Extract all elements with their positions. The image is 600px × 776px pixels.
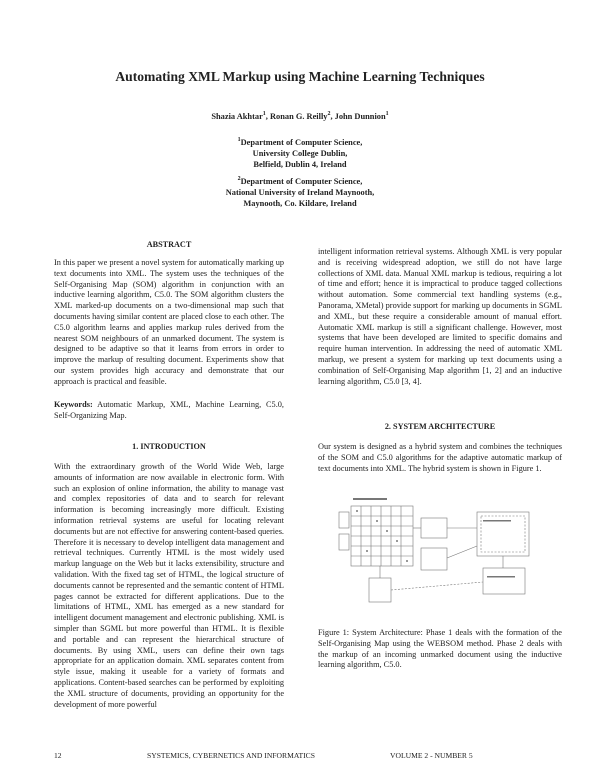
system-architecture-heading: 2. SYSTEM ARCHITECTURE <box>384 422 496 431</box>
affiliation-line: Maynooth, Co. Kildare, Ireland <box>243 198 357 208</box>
diagram-neighbour-docs-box <box>421 518 447 538</box>
keywords-text: Automatic Markup, XML, Machine Learning, C5.0, Self-Organizing Map. <box>54 400 284 420</box>
affiliation-line: Department of Computer Science, <box>240 176 363 186</box>
introduction-heading: 1. INTRODUCTION <box>132 442 206 451</box>
abstract-body <box>54 258 284 388</box>
keywords-label: Keywords: <box>54 400 93 409</box>
affiliation-line: University College Dublin, <box>252 148 348 158</box>
introduction-body <box>54 462 284 710</box>
affiliation-line: Department of Computer Science, <box>240 137 363 147</box>
affiliation-line: Belfield, Dublin 4, Ireland <box>253 159 347 169</box>
author-name: John Dunnion <box>334 111 386 121</box>
abstract-text: In this paper we present a novel system for automatically marking up text documents into XML. The system uses the techniques of the Self-Organising Map (SOM) algorithm in conjunction with an inductive learning algorithm, C5.0. The SOM algorithm clusters the XML marked-up documents on a two-dimensional map such that documents having similar content are placed close to each other. The C5.0 algorithm learns and applies markup rules derived from the nearest SOM neighbours of an unmarked document. The system is designed to be adaptive so that it learns from errors in order to improve the markup of resulting document. Experiments show that our system provides high accuracy and demonstrate that our approach is practical and feasible. <box>54 258 284 386</box>
keywords <box>54 400 284 422</box>
author-list: Shazia Akhtar$^1$, Ronan G. Reilly$^2$, John Dunnion$^1$ <box>211 111 389 121</box>
diagram-input-doc-2 <box>339 534 349 550</box>
affiliation-mark: 1 <box>237 137 241 143</box>
system-architecture-body <box>318 442 562 474</box>
abstract-heading: ABSTRACT <box>146 240 192 249</box>
figure-1-caption: Figure 1: System Architecture: Phase 1 deals with the formation of the Self-Organising Map using the WEBSOM method. Phase 2 deals with the markup of an incoming unmarked document using the inductive learning algorithm, C5.0. <box>318 628 562 670</box>
footer-journal: SYSTEMICS, CYBERNETICS AND INFORMATICS <box>147 751 315 760</box>
author-affiliation-mark: 2 <box>327 111 331 117</box>
figure-1-architecture-diagram <box>337 496 537 614</box>
author-affiliation-mark: 1 <box>262 111 266 117</box>
diagram-rule-box <box>421 548 447 570</box>
author-affiliation-mark: 1 <box>385 111 389 117</box>
diagram-c50-box <box>477 512 529 556</box>
affiliation-1 <box>0 135 600 170</box>
intro-continuation <box>318 247 562 387</box>
affiliation-2 <box>0 174 600 209</box>
diagram-unmarked-doc-box <box>369 578 391 602</box>
affiliation-mark: 2 <box>237 176 241 182</box>
footer-volume: VOLUME 2 - NUMBER 5 <box>390 751 473 760</box>
affiliation-line: National University of Ireland Maynooth, <box>225 187 375 197</box>
diagram-input-doc-1 <box>339 512 349 528</box>
system-architecture-text: Our system is designed as a hybrid system and combines the techniques of the SOM and C5.0 algorithms for the adaptive automatic markup of text documents into XML. The hybrid system is shown in Figure 1. <box>318 442 562 473</box>
footer-page-number: 12 <box>54 751 62 760</box>
author-name: Ronan G. Reilly <box>269 111 328 121</box>
introduction-text: With the extraordinary growth of the World Wide Web, large amounts of information are now available in electronic form. With such an explosion of online information, the ability to manage vast and complex repositories of data and to search for relevant information is becoming increasingly more difficult. Existing information retrieval systems are useful for locating relevant documents but are not effective for answering content-based queries. Therefore it is necessary to develop intelligent data management and retrieval techniques. Currently HTML is the most widely used markup language on the Web but it lacks extensibility, structure and validation. With the fixed tag set of HTML, the logical structure of documents cannot be represented and the semantic content of HTML pages cannot be extracted for different applications. Due to the limitations of HTML, XML has emerged as a new standard for intelligent document management and electronic publishing. XML is simpler than SGML but more powerful than HTML. It is flexible and portable and can represent the hierarchical structure of documents. By using XML, users can define their own tags appropriate for an application domain. XML separates content from style issue, making it useable for a variety of formats and applications. Content-based searches can be performed by exploiting the XML structure of documents, providing an opportunity for the development of more powerful <box>54 462 284 709</box>
paper-title: Automating XML Markup using Machine Learning Techniques <box>115 69 485 84</box>
intro-continuation-text: intelligent information retrieval systems. Although XML is very popular and is receiving widespread adoption, we still do not have large collections of XML data. Manual XML markup is tedious, requiring a lot of time and effort; hence it is impractical to produce tagged collections without automation. Some commercial text handling systems (e.g., Panorama, XMetal) provide support for marking up documents in SGML and XML, but these require a considerable amount of manual effort. Automatic XML markup is still a significant challenge. However, most systems that have been developed are limited to specific domains and require human intervention. In addressing the need of automatic XML markup, we present a system for marking up text documents using a combination of Self-Organising Map algorithm [1, 2] and an inductive learning algorithm, C5.0 [3, 4]. <box>318 247 562 386</box>
diagram-marked-output-box <box>483 568 525 594</box>
author-name: Shazia Akhtar <box>211 111 263 121</box>
